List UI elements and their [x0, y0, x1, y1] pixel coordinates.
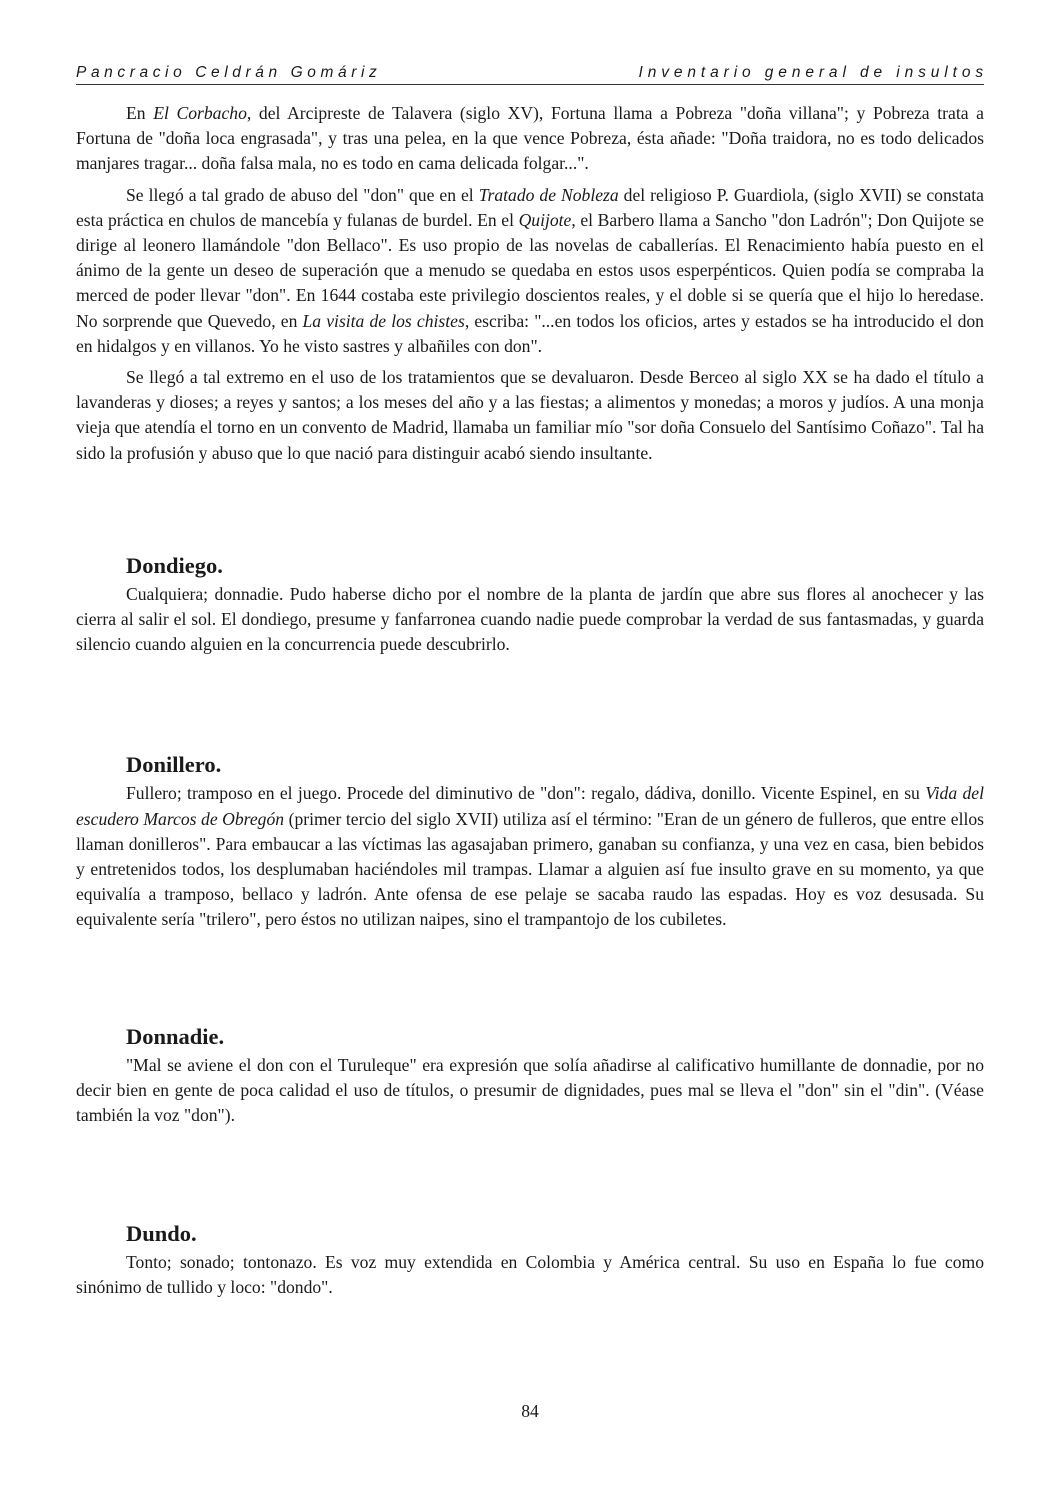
- text-run: , escriba: "...en todos los oficios, artes y estados se ha introducido el don en hidalgos y en villanos. Yo he visto sastres y albañiles con don".: [76, 310, 984, 356]
- entry-dondiego: [76, 552, 984, 658]
- entry-title: Dundo.: [126, 1221, 197, 1247]
- intro-paragraph-3: Se llegó a tal extremo en el uso de los tratamientos que se devaluaron. Desde Berceo al siglo XX se ha dado el título a lavanderas y dioses; a reyes y santos; a los meses del año y a las fiestas; a alimentos y monedas; a moros y judíos. A una monja vieja que atendía el torno en un convento de Madrid, llamaba un familiar mío "sor doña Consuelo del Santísimo Coñazo". Tal ha sido la profusión y abuso que lo que nació para distinguir acabó siendo insultante.: [76, 367, 984, 463]
- text-run: , el Barbero llama a Sancho "don Ladrón"; Don Quijote se dirige al leonero llamándole "don Bellaco". Es uso propio de las novelas de caballerías. El Renacimiento había puesto en el ánimo de la gente un deseo de superación que a menudo se quedaba en estos usos esperpénticos. Quien podía se compraba la merced de poder llevar "don". En 1644 costaba este privilegio doscientos reales, y el doble si se quería que el hijo lo heredase. No sorprende que Quevedo, en: [76, 209, 984, 331]
- intro-paragraph-1: [76, 101, 984, 177]
- document-page: [76, 64, 988, 1301]
- intro-section: [76, 101, 984, 466]
- italic-title: Vida del escudero Marcos de Obregón: [76, 783, 984, 829]
- page-number: 84: [521, 1401, 539, 1421]
- intro-paragraph-2: [76, 183, 984, 359]
- text-run: Se llegó a tal grado de abuso del "don" que en el: [126, 184, 479, 205]
- entry-definition: Cualquiera; donnadie. Pudo haberse dicho por el nombre de la planta de jardín que abre sus flores al anochecer y las cierra al salir el sol. El dondiego, presume y fanfarronea cuando nadie puede comprobar la verdad de sus fantasmadas, y guarda silencio cuando alguien en la concurrencia puede descubrirlo.: [76, 583, 984, 655]
- italic-title: La visita de los chistes: [302, 310, 465, 331]
- text-run: Fullero; tramposo en el juego. Procede del diminutivo de "don": regalo, dádiva, donillo. Vicente Espinel, en su: [126, 783, 926, 804]
- header-book-title: Inventario general de insultos: [638, 64, 988, 81]
- entry-definition: [76, 781, 984, 932]
- text-run: En: [126, 103, 154, 123]
- entry-donillero: [76, 751, 984, 932]
- text-run: , del Arcipreste de Talavera (siglo XV), Fortuna llama a Pobreza "doña villana"; y Pobreza trata a Fortuna de "doña loca engrasada", y tras una pelea, en la que vence Pobreza, ésta añade: "Doña traidora, no es todo delicados manjares tragar... doña falsa mala, no es todo en cama delicada folgar...".: [76, 103, 984, 174]
- italic-title: Tratado de Nobleza: [478, 184, 619, 205]
- entry-title: Donnadie.: [126, 1023, 225, 1049]
- italic-title: Quijote: [518, 209, 572, 230]
- entry-title: Donillero.: [126, 752, 222, 778]
- entry-dundo: [76, 1220, 984, 1300]
- header-author: Pancracio Celdrán Gomáriz: [76, 64, 382, 81]
- entry-definition: "Mal se aviene el don con el Turuleque" era expresión que solía añadirse al calificativo humillante de donnadie, por no decir bien en gente de poca calidad el uso de títulos, o presumir de dignidades, pues mal se lleva el "don" sin el "din". (Véase también la voz "don").: [76, 1054, 984, 1126]
- entry-title: Dondiego.: [126, 552, 223, 578]
- text-run: (primer tercio del siglo XVII) utiliza así el término: "Eran de un género de fulleros, que entre ellos llaman donilleros". Para embaucar a las víctimas las agasajaban primero, ganaban su confianza, y una vez en casa, bien bebidos y entretenidos todos, los desplumaban haciéndoles mil trampas. Llamar a alguien así fue insulto grave en su momento, ya que equivalía a tramposo, bellaco y ladrón. Ante ofensa de ese pelaje se sacaba raudo las espadas. Hoy es voz desusada. Su equivalente sería "trilero", pero éstos no utilizan naipes, sino el trampantojo de los cubiletes.: [76, 808, 984, 930]
- entry-definition: Tonto; sonado; tontonazo. Es voz muy extendida en Colombia y América central. Su uso en España lo fue como sinónimo de tullido y loco: "dondo".: [76, 1252, 984, 1298]
- italic-title: El Corbacho: [153, 103, 247, 123]
- running-header: [76, 64, 988, 85]
- text-run: del religioso P. Guardiola, (siglo XVII) se constata esta práctica en chulos de mancebía y fulanas de burdel. En el: [76, 184, 984, 230]
- entry-donnadie: [76, 1023, 984, 1129]
